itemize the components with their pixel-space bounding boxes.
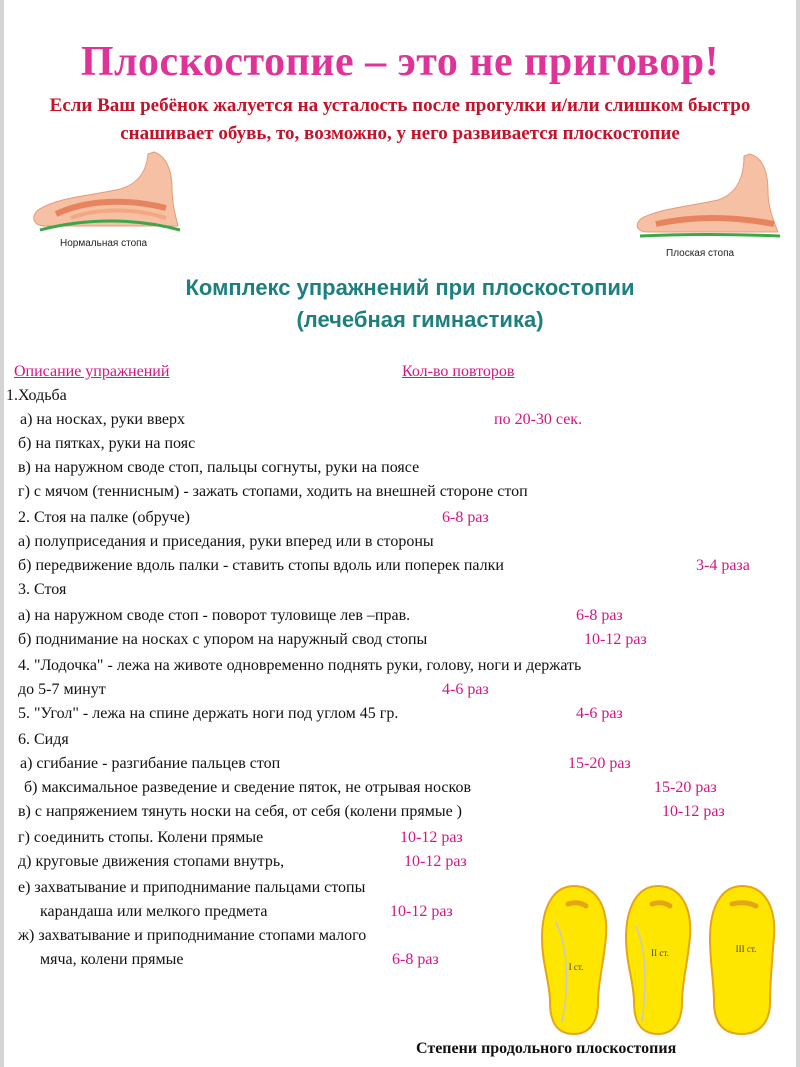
exercise-count: 4-6 раз: [576, 705, 623, 722]
exercise-line: 2. Стоя на палке (обруче): [18, 509, 190, 526]
exercise-line: г) с мячом (теннисным) - зажать стопами, ходить на внешней стороне стоп: [18, 483, 528, 500]
count-column-header: Кол-во повторов: [402, 363, 515, 380]
exercise-line: а) сгибание - разгибание пальцев стоп: [20, 755, 281, 772]
exercise-line: б) поднимание на носках с упором на наружный свод стопы: [18, 631, 428, 648]
exercise-line: карандаша или мелкого предмета: [40, 903, 268, 920]
exercise-line: 5. "Угол" - лежа на спине держать ноги под углом 45 гр.: [18, 705, 399, 722]
degree-3-label: III ст.: [735, 944, 757, 954]
exercise-count: 10-12 раз: [400, 829, 463, 846]
exercise-line: г) соединить стопы. Колени прямые: [18, 829, 264, 846]
exercise-line: в) с напряжением тянуть носки на себя, от себя (колени прямые ): [18, 803, 463, 820]
exercise-line: е) захватывание и приподнимание пальцами стопы: [18, 879, 366, 896]
exercise-line: ж) захватывание и приподнимание стопами малого: [18, 927, 367, 944]
exercise-line: мяча, колени прямые: [40, 951, 184, 968]
exercise-line: в) на наружном своде стоп, пальцы согнуты, руки на поясе: [18, 459, 420, 476]
exercise-count: 10-12 раз: [584, 631, 647, 648]
exercise-count: 6-8 раз: [392, 951, 439, 968]
footprint-degree-1: [542, 886, 606, 1034]
exercise-line: а) полуприседания и приседания, руки вперед или в стороны: [18, 533, 434, 550]
exercise-line: д) круговые движения стопами внутрь,: [18, 853, 285, 870]
flatfoot-degrees-illustration: [534, 882, 790, 1038]
exercise-count: 15-20 раз: [568, 755, 631, 772]
page-subtitle: Если Ваш ребёнок жалуется на усталость после прогулки и/или слишком быстро снашивает обувь, то, возможно, у него развивается плоскостопие: [49, 95, 751, 144]
exercise-line: 6. Сидя: [18, 731, 69, 748]
exercise-line: б) максимальное разведение и сведение пяток, не отрывая носков: [24, 779, 471, 796]
flat-foot-caption: Плоская стопа: [666, 248, 735, 259]
exercise-count: 15-20 раз: [654, 779, 717, 796]
description-column-header: Описание упражнений: [14, 363, 170, 380]
exercise-count: по 20-30 сек.: [494, 411, 583, 428]
exercise-count: 6-8 раз: [442, 509, 489, 526]
exercise-count: 10-12 раз: [390, 903, 453, 920]
exercise-line: 3. Стоя: [18, 581, 67, 598]
footprint-degree-2: [626, 886, 690, 1034]
exercise-count: 6-8 раз: [576, 607, 623, 624]
exercise-count: 10-12 раз: [662, 803, 725, 820]
page-title: Плоскостопие – это не приговор!: [80, 39, 720, 85]
exercise-complex-heading: [4, 272, 796, 336]
normal-foot-caption: Нормальная стопа: [60, 238, 148, 249]
exercise-line: а) на носках, руки вверх: [20, 411, 186, 428]
exercise-complex-title: Комплекс упражнений при плоскостопии: [185, 275, 635, 300]
normal-foot-illustration: [26, 148, 186, 238]
exercise-line: до 5-7 минут: [18, 681, 106, 698]
exercise-count: 10-12 раз: [404, 853, 467, 870]
exercise-line: 1.Ходьба: [6, 387, 67, 404]
exercise-count: 4-6 раз: [442, 681, 489, 698]
flat-foot-illustration: [632, 150, 782, 242]
exercise-count: 3-4 раза: [696, 557, 750, 574]
degree-2-label: II ст.: [651, 948, 669, 958]
flatfoot-degrees-caption: Степени продольного плоскостопия: [416, 1040, 677, 1057]
exercise-line: 4. "Лодочка" - лежа на животе одновременно поднять руки, голову, ноги и держать: [18, 657, 582, 674]
exercise-complex-subtitle: (лечебная гимнастика): [296, 307, 544, 332]
degree-1-label: I ст.: [568, 962, 584, 972]
exercise-line: а) на наружном своде стоп - поворот туловище лев –прав.: [18, 607, 411, 624]
exercise-line: б) передвижение вдоль палки - ставить стопы вдоль или поперек палки: [18, 557, 504, 574]
footprint-degree-3: [710, 886, 774, 1034]
exercise-line: б) на пятках, руки на пояс: [18, 435, 196, 452]
